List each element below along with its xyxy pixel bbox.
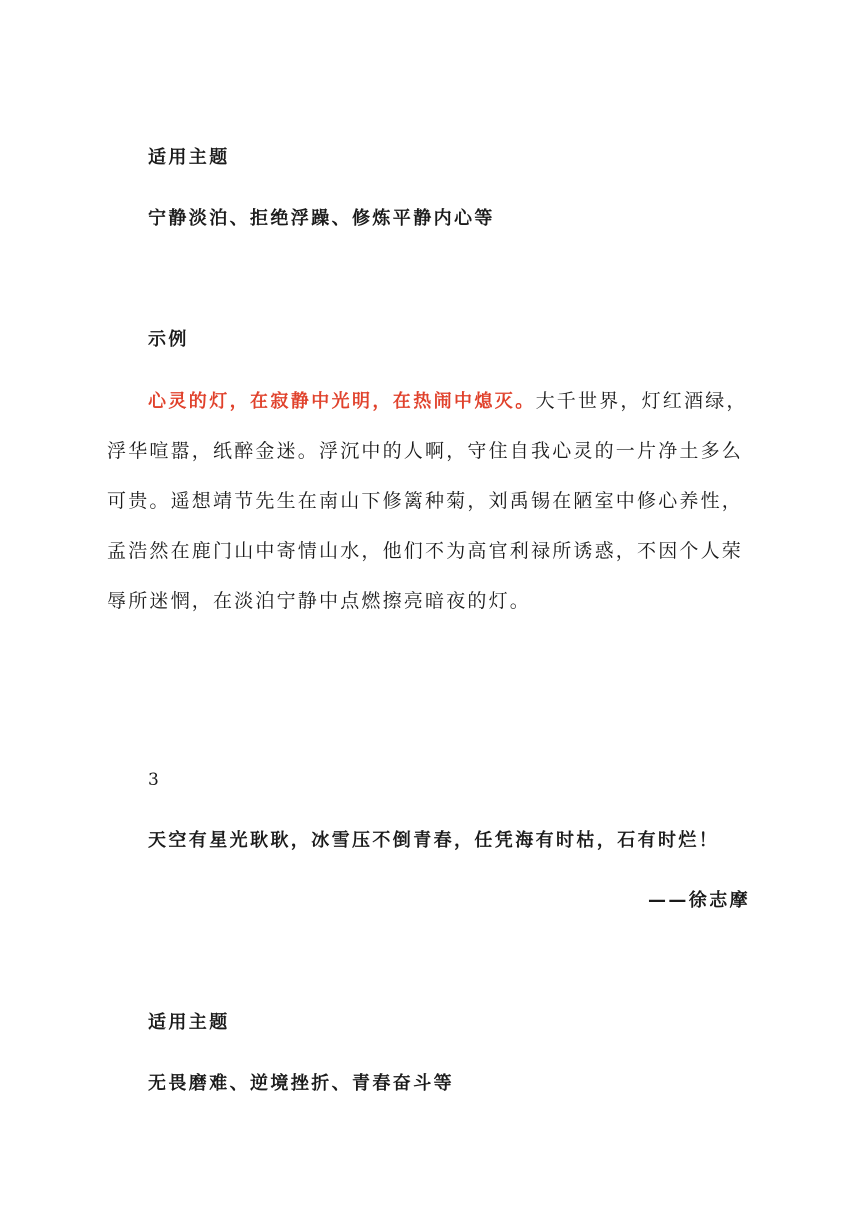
theme-value: 宁静淡泊、拒绝浮躁、修炼平静内心等 xyxy=(148,208,495,229)
quote-author: ——徐志摩 xyxy=(648,890,750,911)
example-line-1 xyxy=(148,389,748,414)
example-highlight: 心灵的灯，在寂静中光明，在热闹中熄灭。 xyxy=(148,391,536,412)
quote-text: 天空有星光耿耿，冰雪压不倒青春，任凭海有时枯，石有时烂！ xyxy=(148,830,720,851)
item-number: 3 xyxy=(148,770,159,790)
example-line-5: 辱所迷惘，在淡泊宁静中点燃擦亮暗夜的灯。 xyxy=(107,590,532,612)
example-label: 示例 xyxy=(148,329,189,350)
theme-value-2: 无畏磨难、逆境挫折、青春奋斗等 xyxy=(148,1073,454,1094)
theme-label-2: 适用主题 xyxy=(148,1012,230,1033)
theme-label: 适用主题 xyxy=(148,147,230,168)
example-line-2: 浮华喧嚣，纸醉金迷。浮沉中的人啊，守住自我心灵的一片净土多么 xyxy=(107,440,744,462)
example-line-3: 可贵。遥想靖节先生在南山下修篱种菊，刘禹锡在陋室中修心养性， xyxy=(107,490,744,512)
example-line-1-rest: 大千世界，灯红酒绿， xyxy=(535,390,748,412)
example-line-4: 孟浩然在鹿门山中寄情山水，他们不为高官利禄所诱惑，不因个人荣 xyxy=(107,540,744,562)
